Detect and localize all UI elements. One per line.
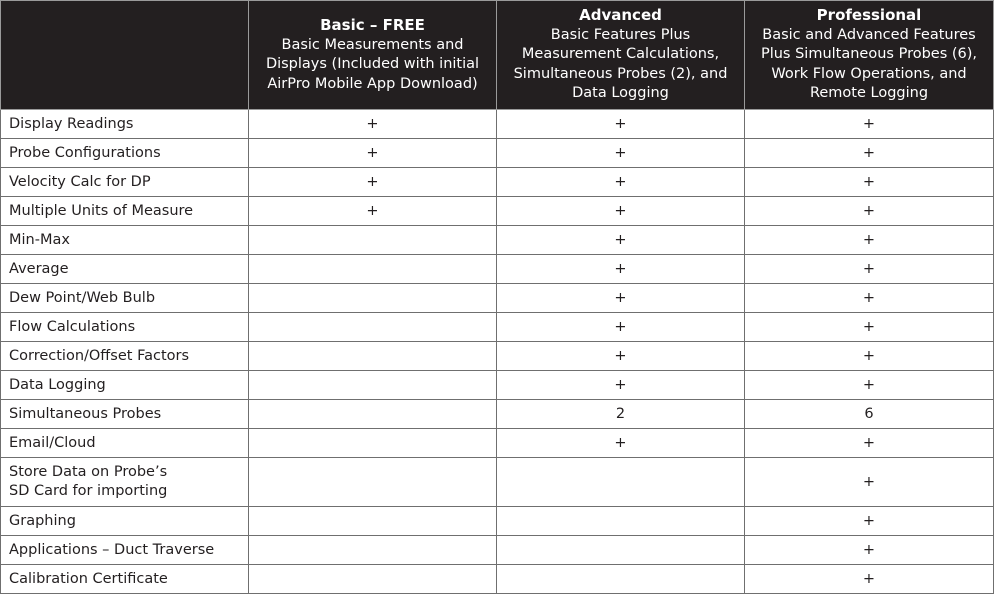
professional-value: + — [745, 284, 994, 313]
feature-name: Average — [1, 255, 249, 284]
feature-name: Data Logging — [1, 371, 249, 400]
professional-value: + — [745, 458, 994, 507]
basic-value — [249, 400, 497, 429]
basic-value — [249, 458, 497, 507]
advanced-value: + — [497, 197, 745, 226]
basic-value — [249, 226, 497, 255]
basic-value: + — [249, 197, 497, 226]
table-row — [1, 139, 994, 168]
header-basic-cell — [249, 1, 497, 110]
table-row — [1, 284, 994, 313]
feature-name-line: SD Card for importing — [9, 483, 168, 499]
feature-name: Graphing — [1, 507, 249, 536]
basic-value — [249, 313, 497, 342]
advanced-value: 2 — [497, 400, 745, 429]
advanced-value — [497, 565, 745, 594]
basic-value: + — [249, 168, 497, 197]
professional-value: + — [745, 139, 994, 168]
advanced-value: + — [497, 226, 745, 255]
basic-tier-title: Basic – FREE — [320, 16, 425, 34]
advanced-tier-title: Advanced — [579, 6, 662, 25]
professional-value: 6 — [745, 400, 994, 429]
advanced-value: + — [497, 313, 745, 342]
basic-value — [249, 284, 497, 313]
feature-name: Probe Configurations — [1, 139, 249, 168]
professional-value: + — [745, 110, 994, 139]
feature-name-line: Store Data on Probe’s — [9, 464, 168, 480]
header-advanced-cell — [497, 1, 745, 110]
feature-name: Correction/Offset Factors — [1, 342, 249, 371]
table-row — [1, 342, 994, 371]
header-row — [1, 1, 994, 110]
advanced-value: + — [497, 110, 745, 139]
table-row — [1, 168, 994, 197]
basic-value: + — [249, 139, 497, 168]
professional-value: + — [745, 313, 994, 342]
professional-value: + — [745, 197, 994, 226]
basic-value — [249, 371, 497, 400]
table-row — [1, 536, 994, 565]
feature-name: Simultaneous Probes — [1, 400, 249, 429]
feature-name — [1, 458, 249, 507]
basic-value — [249, 536, 497, 565]
advanced-value: + — [497, 139, 745, 168]
table-row — [1, 371, 994, 400]
table-row — [1, 255, 994, 284]
advanced-value: + — [497, 429, 745, 458]
professional-value: + — [745, 565, 994, 594]
table-row — [1, 458, 994, 507]
table-row — [1, 429, 994, 458]
professional-value: + — [745, 168, 994, 197]
professional-value: + — [745, 342, 994, 371]
feature-name: Velocity Calc for DP — [1, 168, 249, 197]
table-row — [1, 565, 994, 594]
basic-value: + — [249, 110, 497, 139]
feature-name: Flow Calculations — [1, 313, 249, 342]
advanced-value: + — [497, 168, 745, 197]
professional-value: + — [745, 371, 994, 400]
professional-value: + — [745, 226, 994, 255]
advanced-tier-description: Basic Features Plus Measurement Calculations, Simultaneous Probes (2), and Data Logging — [513, 26, 728, 102]
advanced-value: + — [497, 342, 745, 371]
feature-name: Display Readings — [1, 110, 249, 139]
feature-name: Min-Max — [1, 226, 249, 255]
feature-name: Applications – Duct Traverse — [1, 536, 249, 565]
professional-value: + — [745, 255, 994, 284]
table-row — [1, 110, 994, 139]
professional-tier-description: Basic and Advanced Features Plus Simultaneous Probes (6), Work Flow Operations, and Remote Logging — [760, 26, 978, 102]
advanced-value — [497, 507, 745, 536]
feature-name: Multiple Units of Measure — [1, 197, 249, 226]
table-row — [1, 226, 994, 255]
advanced-value: + — [497, 255, 745, 284]
advanced-value — [497, 536, 745, 565]
professional-value: + — [745, 429, 994, 458]
advanced-value: + — [497, 284, 745, 313]
table-row — [1, 197, 994, 226]
professional-value: + — [745, 507, 994, 536]
advanced-value: + — [497, 371, 745, 400]
table-row — [1, 313, 994, 342]
table-row — [1, 400, 994, 429]
basic-tier-description: Basic Measurements and Displays (Included with initial AirPro Mobile App Download) — [265, 36, 480, 92]
feature-name: Calibration Certificate — [1, 565, 249, 594]
basic-value — [249, 507, 497, 536]
feature-name: Dew Point/Web Bulb — [1, 284, 249, 313]
feature-name: Email/Cloud — [1, 429, 249, 458]
table-row — [1, 507, 994, 536]
professional-value: + — [745, 536, 994, 565]
advanced-value — [497, 458, 745, 507]
basic-value — [249, 342, 497, 371]
basic-value — [249, 255, 497, 284]
basic-value — [249, 565, 497, 594]
header-corner-cell — [1, 1, 249, 110]
header-professional-cell — [745, 1, 994, 110]
professional-tier-title: Professional — [816, 6, 922, 25]
basic-value — [249, 429, 497, 458]
